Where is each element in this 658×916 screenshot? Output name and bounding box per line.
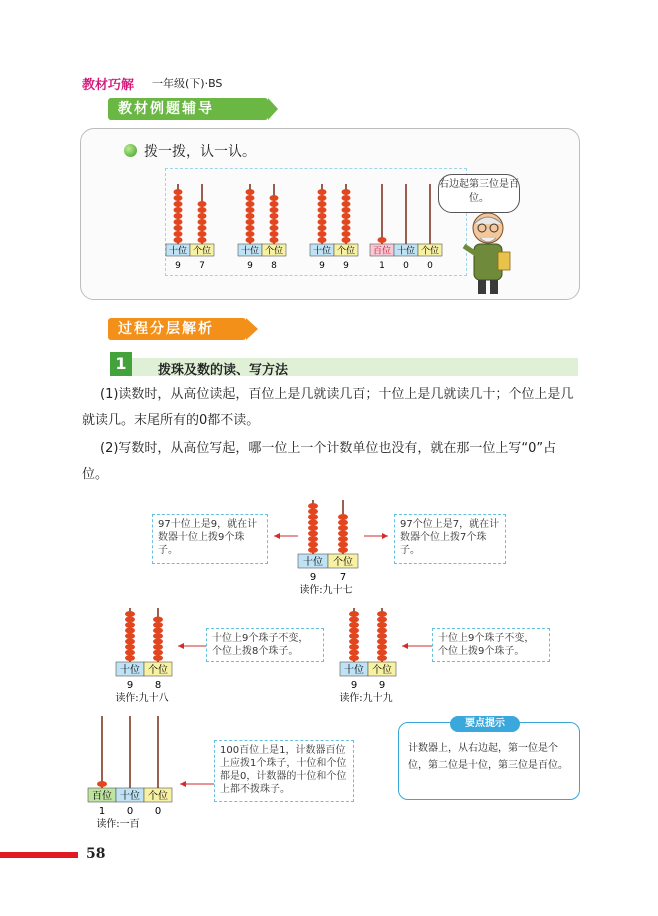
label-ones: 个位: [420, 246, 440, 257]
label-tens: 十位: [344, 665, 364, 676]
digit: 0: [427, 261, 433, 271]
label-ones: 个位: [148, 791, 168, 802]
label-hundreds: 百位: [92, 791, 112, 802]
note-100: 100百位上是1，计数器百位上应拨1个珠子，十位和个位都是0，计数器的十位和个位上都不拨珠子。: [214, 740, 354, 802]
beads-tens: [308, 503, 318, 553]
digit: 8: [271, 261, 277, 271]
digit: 8: [154, 680, 162, 691]
section-number: 1: [110, 352, 132, 376]
speech-bubble: 右边起第三位是百位。: [438, 174, 520, 213]
bead-hundreds: [97, 781, 107, 787]
paragraph-reading: (1)读数时，从高位读起，百位上是几就读几百；十位上是几就读几十；个位上是几就读几。末尾所有的0都不读。: [82, 387, 574, 428]
analysis-banner: 过程分层解析: [108, 318, 246, 340]
examples-banner: 教材例题辅导: [108, 98, 268, 120]
green-dot-icon: [124, 144, 137, 157]
digit: 9: [126, 680, 134, 691]
label-ones: 个位: [148, 665, 168, 676]
note-97-tens: 97十位上是9，就在计数器十位上拨9个珠子。: [152, 514, 268, 564]
digit: 1: [98, 806, 106, 817]
label-tens: 十位: [312, 246, 332, 257]
example-task: 拨一拨，认一认。: [144, 144, 256, 160]
note-99: 十位上9个珠子不变，个位上拨9个珠子。: [432, 628, 550, 662]
page-number: 58: [86, 846, 106, 862]
note-97-ones: 97个位上是7，就在计数器个位上拨7个珠子。: [394, 514, 506, 564]
beads-ones: [270, 195, 279, 243]
abacus-97: [166, 184, 214, 271]
label-tens: 十位: [120, 665, 140, 676]
read-as: 读作:九十八: [115, 693, 169, 704]
beads-ones: [198, 201, 207, 243]
label-tens: 十位: [120, 791, 140, 802]
label-tens: 十位: [168, 246, 188, 257]
digit: 0: [154, 806, 162, 817]
digit: 1: [379, 261, 385, 271]
read-as: 读作:九十九: [339, 693, 393, 704]
teacher-illustration: [458, 206, 518, 298]
digit: 9: [247, 261, 253, 271]
beads-tens: [246, 189, 255, 243]
abacus-98: [238, 184, 286, 271]
digit: 9: [343, 261, 349, 271]
read-as: 读作:一百: [96, 819, 140, 830]
note-98: 十位上9个珠子不变，个位上拨8个珠子。: [206, 628, 324, 662]
digit: 9: [319, 261, 325, 271]
diagram-98: [108, 604, 208, 708]
section-title: 拨珠及数的读、写方法: [158, 363, 289, 378]
label-hundreds: 百位: [372, 246, 392, 257]
beads-tens: [349, 611, 359, 661]
digit: 7: [199, 261, 205, 271]
digit: 0: [403, 261, 409, 271]
beads-tens: [318, 189, 327, 243]
paragraph-writing: (2)写数时，从高位写起，哪一位上一个计数单位也没有，就在那一位上写“0”占位。: [82, 441, 557, 482]
beads-ones: [338, 514, 348, 553]
abacus-99: [310, 184, 358, 271]
label-ones: 个位: [264, 246, 284, 257]
diagram-97: [268, 496, 394, 598]
book-title: 教材巧解: [82, 78, 135, 93]
read-as: 读作:九十七: [299, 585, 353, 596]
label-ones: 个位: [372, 665, 392, 676]
label-tens: 十位: [303, 557, 323, 568]
beads-ones: [377, 611, 387, 661]
tip-title: 要点提示: [450, 716, 520, 732]
diagram-100: [84, 712, 220, 830]
digit: 9: [175, 261, 181, 271]
book-subtitle: 一年级(下)·BS: [152, 77, 223, 90]
beads-ones: [153, 617, 163, 662]
label-ones: 个位: [192, 246, 212, 257]
beads-tens: [125, 611, 135, 661]
label-tens: 十位: [396, 246, 416, 257]
digit: 9: [378, 680, 386, 691]
digit: 0: [126, 806, 134, 817]
abacus-100: [370, 184, 442, 271]
digit: 7: [339, 572, 347, 583]
label-ones: 个位: [333, 557, 353, 568]
example-abaci: [160, 176, 460, 272]
label-ones: 个位: [336, 246, 356, 257]
beads-tens: [174, 189, 183, 243]
beads-ones: [342, 189, 351, 243]
label-tens: 十位: [240, 246, 260, 257]
bead-hundreds: [378, 237, 387, 243]
diagram-99: [330, 604, 434, 708]
digit: 9: [350, 680, 358, 691]
digit: 9: [309, 572, 317, 583]
tip-text: 计数器上，从右边起，第一位是个位，第二位是十位，第三位是百位。: [408, 743, 568, 771]
footer-bar: [0, 852, 78, 858]
